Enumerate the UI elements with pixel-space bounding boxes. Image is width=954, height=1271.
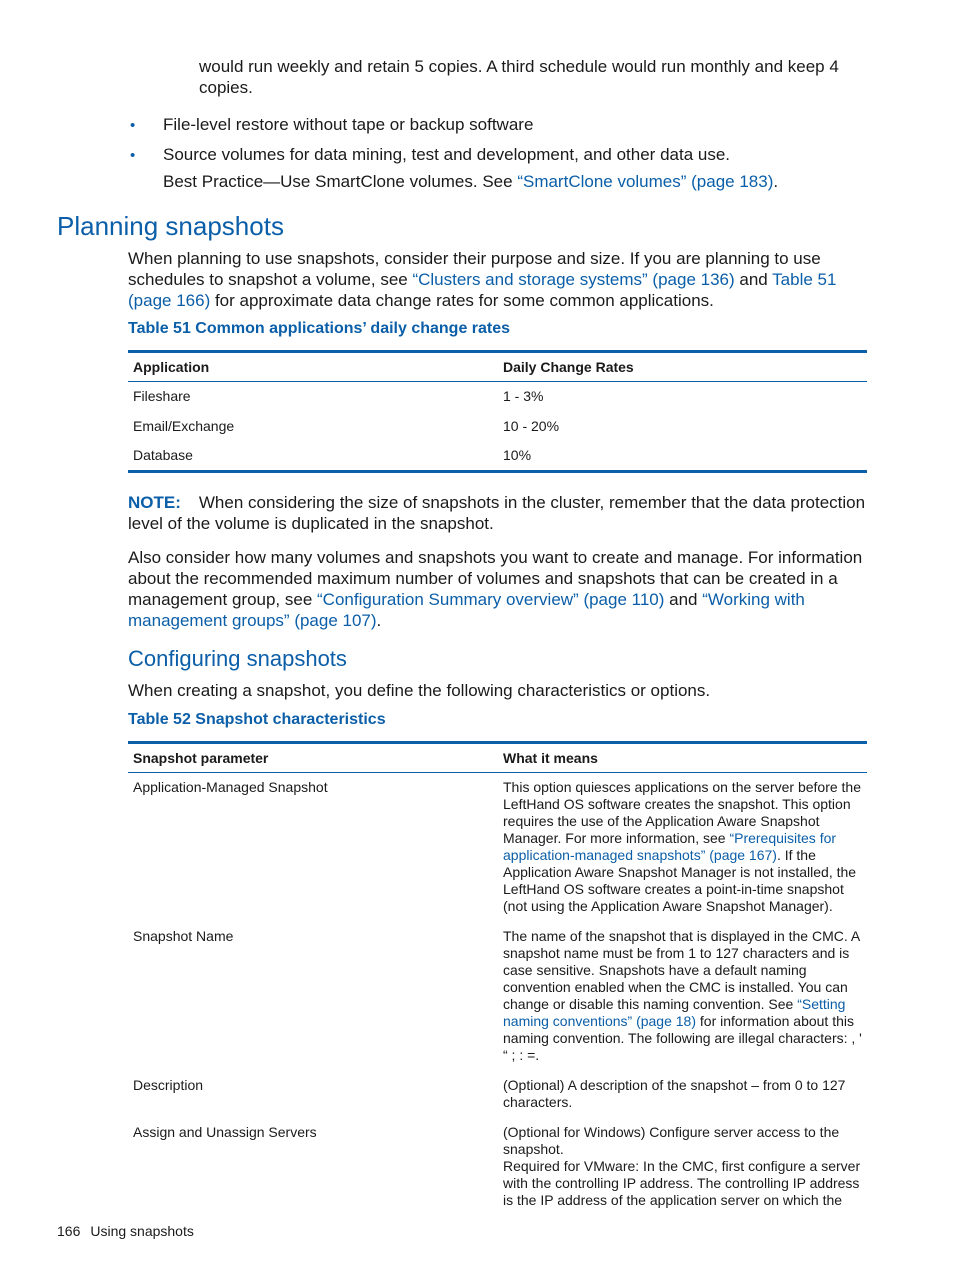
page-footer	[57, 1223, 194, 1239]
table51-link[interactable]: Table 51 (page 166)	[128, 270, 837, 310]
table-cell	[498, 1124, 867, 1209]
table51	[128, 350, 867, 473]
management-groups-link[interactable]: “Working with management groups” (page 107)	[128, 590, 805, 630]
table-cell: (Optional) A description of the snapshot – from 0 to 127 characters.	[503, 1077, 846, 1110]
best-practice-suffix: .	[773, 172, 779, 191]
prerequisites-link[interactable]: “Prerequisites for application-managed snapshots” (page 167)	[503, 830, 837, 863]
naming-conventions-link[interactable]: “Setting naming conventions” (page 18)	[503, 996, 846, 1029]
config-summary-link[interactable]: “Configuration Summary overview” (page 110)	[317, 590, 665, 609]
best-practice-text: Best Practice—Use SmartClone volumes. See	[163, 172, 518, 191]
table52	[128, 741, 867, 1209]
volumes-text-3: .	[376, 611, 382, 630]
bullet-icon: •	[130, 117, 136, 134]
planning-paragraph	[128, 248, 868, 311]
planning-text-1: When planning to use snapshots, consider their purpose and size. If you are planning to use schedules to snapshot a volume, see	[128, 249, 821, 289]
cell-text: The name of the snapshot that is displayed in the CMC. A snapshot name must be from 1 to 127 characters and is case sensitive. Snapshots have a default naming convention enabled when the CMC is installed. You can change or disable this naming convention. See	[503, 928, 860, 1012]
configuring-paragraph: When creating a snapshot, you define the following characteristics or options.	[128, 681, 711, 700]
table-cell: Snapshot Name	[133, 928, 234, 944]
cell-text: (Optional for Windows) Configure server access to the snapshot.	[503, 1124, 840, 1157]
table-cell: Database	[133, 447, 193, 464]
table-cell: 10%	[503, 447, 532, 464]
note-label: NOTE:	[128, 493, 181, 512]
best-practice	[163, 171, 863, 192]
table-cell: Application-Managed Snapshot	[133, 779, 328, 795]
table-header-meaning: What it means	[503, 749, 598, 766]
volumes-paragraph	[128, 547, 868, 631]
table-cell: Email/Exchange	[133, 418, 235, 434]
table-row	[128, 1124, 867, 1209]
table-header-change-rates: Daily Change Rates	[503, 358, 634, 375]
footer-section-title: Using snapshots	[90, 1223, 194, 1239]
clusters-link[interactable]: “Clusters and storage systems” (page 136)	[412, 270, 735, 289]
cell-text: . If the Application Aware Snapshot Manager is not installed, the LeftHand OS software creates a point-in-time snapshot (not using the Application Aware Snapshot Manager).	[503, 847, 857, 914]
table-cell: Fileshare	[133, 388, 191, 405]
table-cell: Assign and Unassign Servers	[133, 1124, 317, 1140]
table-cell	[498, 773, 867, 929]
table-cell: 10 - 20%	[503, 418, 560, 434]
page-number: 166	[57, 1223, 81, 1239]
cell-text: This option quiesces applications on the server before the LeftHand OS software creates the snapshot. This option requires the use of the Application Aware Snapshot Manager. For more information, see	[503, 779, 861, 846]
table-row	[128, 928, 867, 1077]
cell-text: for information about this naming convention. The following are illegal characters: , ' “ ; : =.	[503, 1013, 862, 1063]
smartclone-link[interactable]: “SmartClone volumes” (page 183)	[517, 172, 774, 191]
planning-text-2: and	[734, 270, 773, 289]
note-text: When considering the size of snapshots in the cluster, remember that the data protection level of the volume is duplicated in the snapshot.	[128, 493, 866, 533]
table-row	[128, 442, 867, 472]
table-cell	[498, 928, 867, 1077]
table-row	[128, 773, 867, 929]
table-header-row	[128, 352, 867, 382]
table-header-parameter: Snapshot parameter	[133, 749, 269, 766]
section-heading-configuring: Configuring snapshots	[128, 646, 347, 671]
table-row	[128, 382, 867, 412]
table-row	[128, 1077, 867, 1124]
table-row	[128, 412, 867, 442]
table-cell: 1 - 3%	[503, 388, 544, 405]
bullet-item: Source volumes for data mining, test and development, and other data use.	[163, 145, 731, 164]
volumes-text-1: Also consider how many volumes and snapshots you want to create and manage. For information about the recommended maximum number of volumes and snapshots that can be created in a management group, see	[128, 548, 863, 609]
planning-text-3: for approximate data change rates for some common applications.	[210, 291, 714, 310]
note-block	[128, 492, 868, 534]
bullet-icon: •	[130, 147, 136, 164]
continued-paragraph: would run weekly and retain 5 copies. A third schedule would run monthly and keep 4 copies.	[199, 57, 839, 97]
cell-text: Required for VMware: In the CMC, first configure a server with the controlling IP address. The controlling IP address is the IP address of the application server on which the	[503, 1158, 861, 1208]
bullet-item: File-level restore without tape or backup software	[163, 115, 534, 134]
table51-caption: Table 51 Common applications’ daily change rates	[128, 320, 511, 337]
table52-caption: Table 52 Snapshot characteristics	[128, 711, 386, 728]
section-heading-planning: Planning snapshots	[57, 211, 284, 241]
table-header-application: Application	[133, 358, 210, 375]
table-header-row	[128, 743, 867, 773]
volumes-text-2: and	[664, 590, 703, 609]
table-cell: Description	[133, 1077, 204, 1093]
